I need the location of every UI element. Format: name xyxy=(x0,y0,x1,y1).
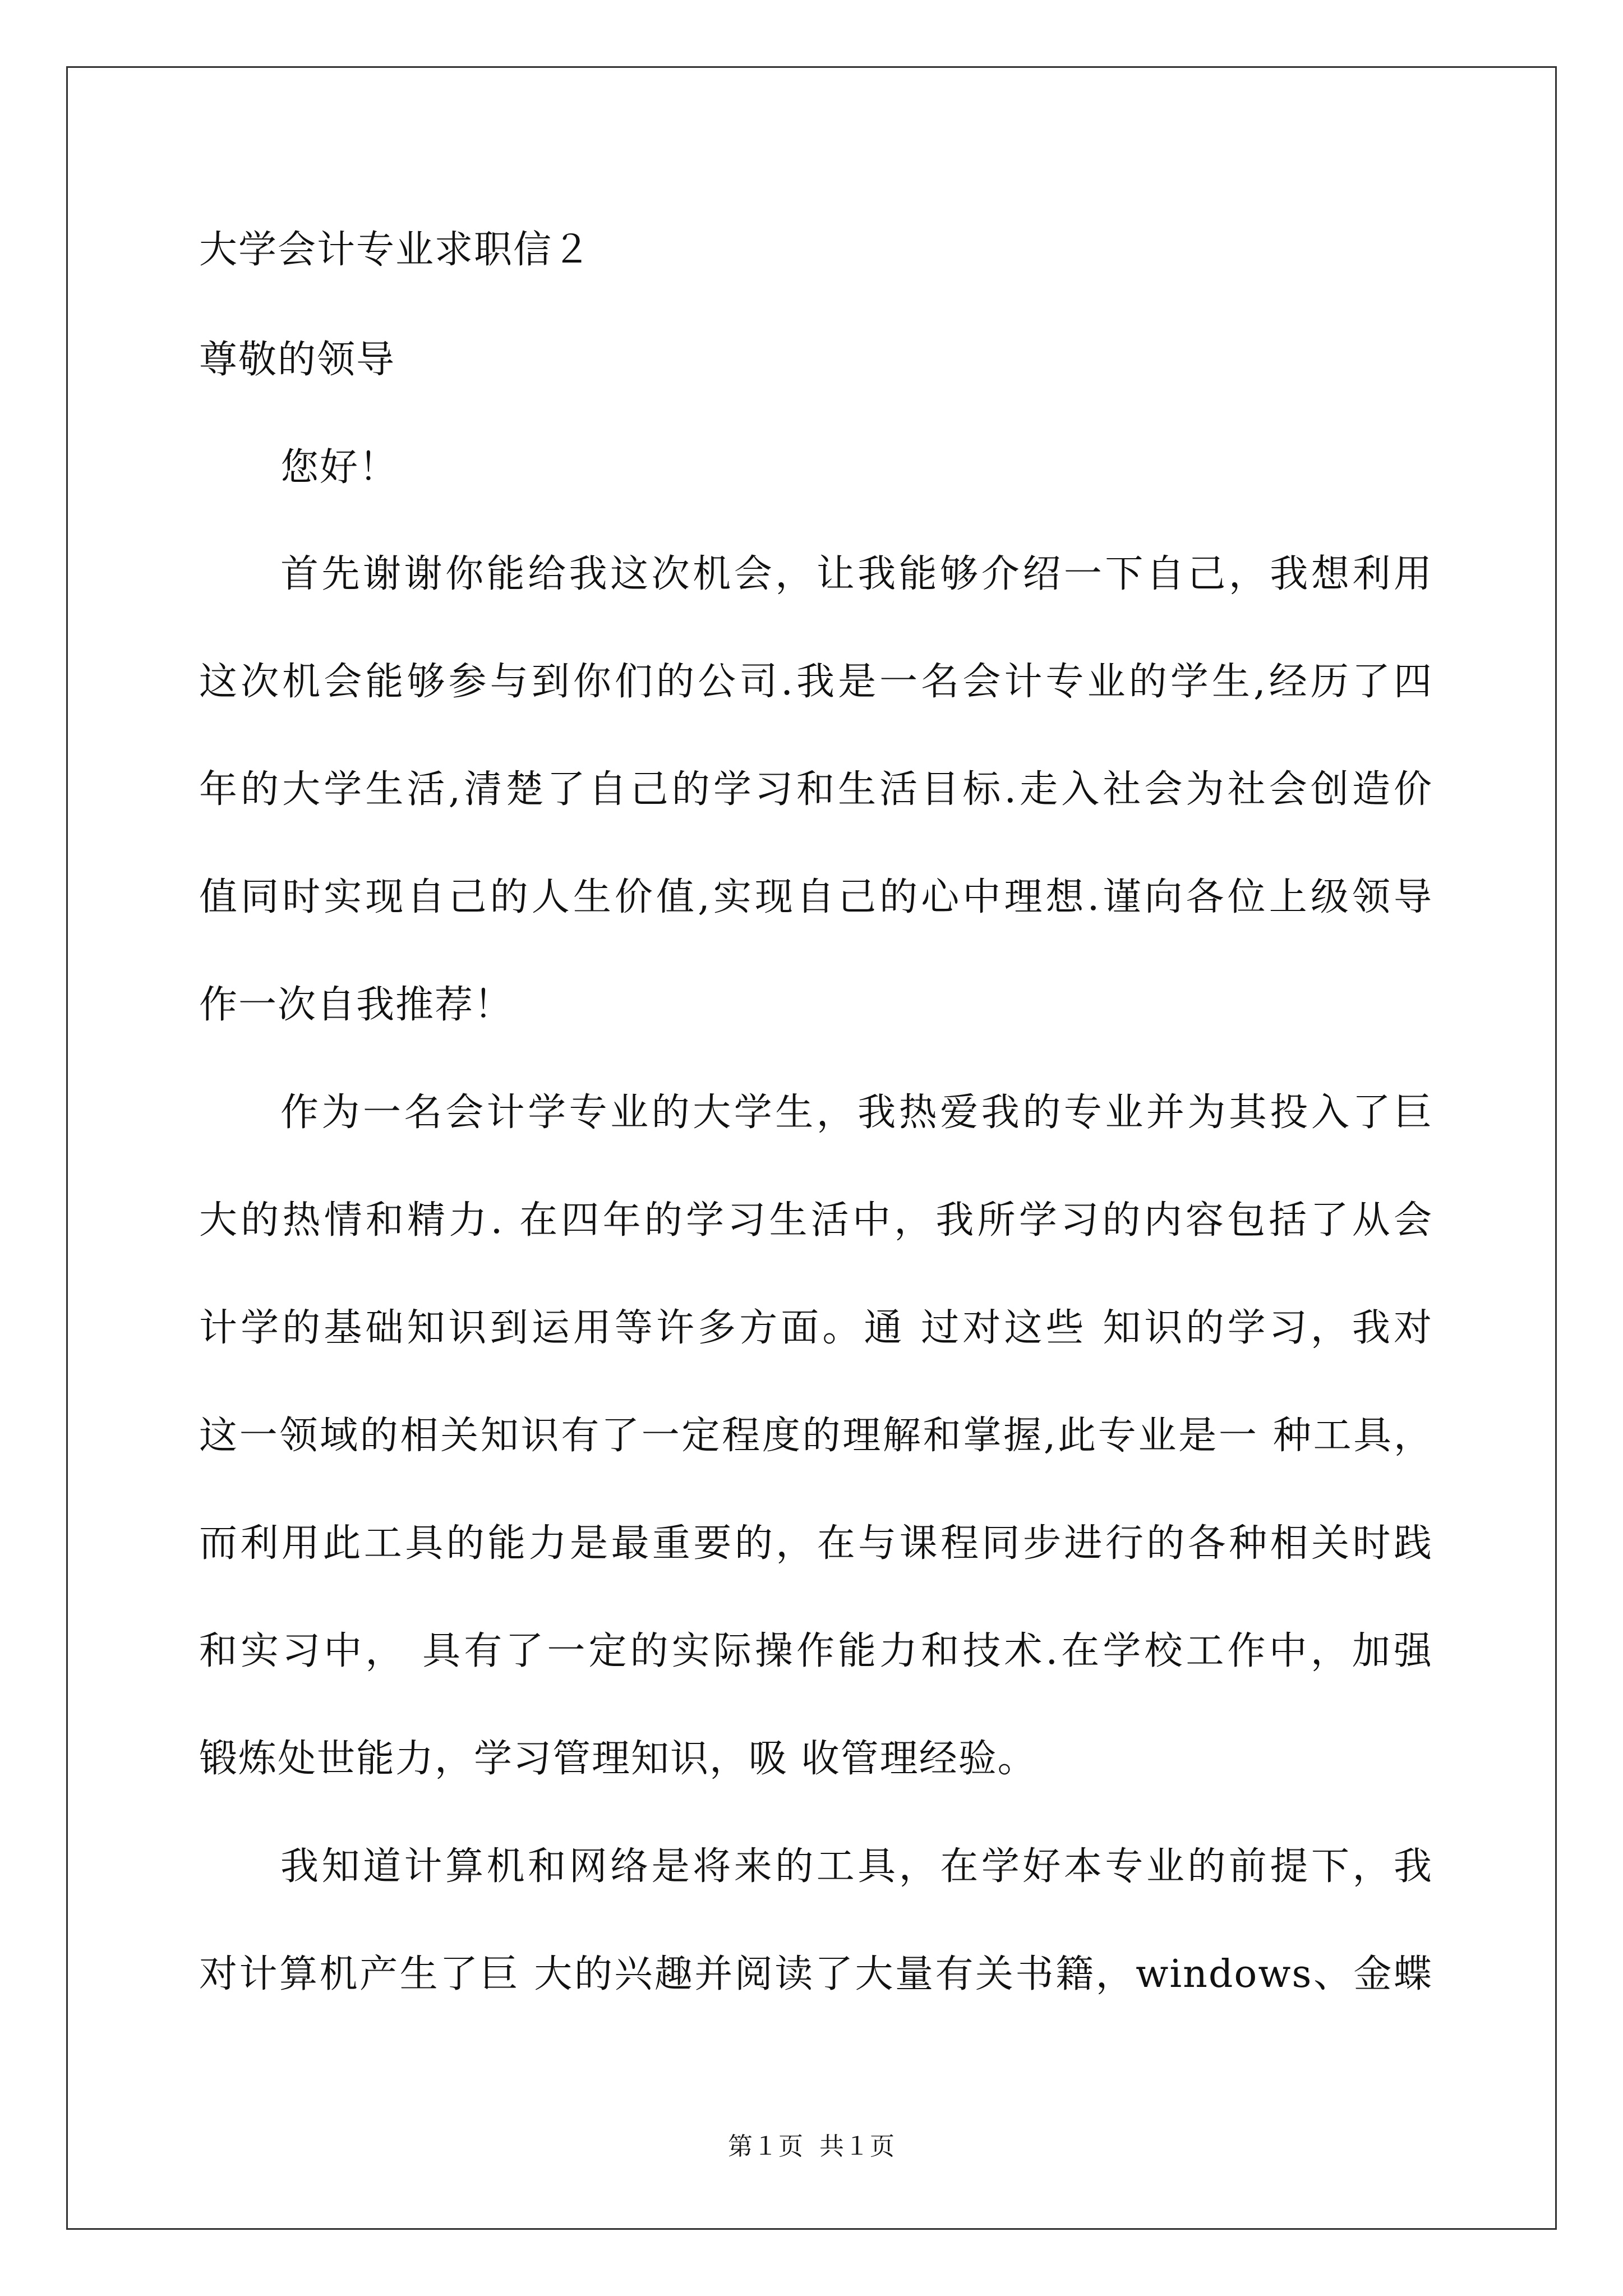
paragraph-line: 大的热情和精力. 在四年的学习生活中，我所学习的内容包括了从会 xyxy=(199,1198,1433,1243)
paragraph-line: 而利用此工具的能力是最重要的，在与课程同步进行的各种相关时践 xyxy=(199,1521,1433,1566)
paragraph-line: 对计算机产生了巨 大的兴趣并阅读了大量有关书籍，windows、金蝶 xyxy=(199,1952,1433,1996)
page-number: 第１页 xyxy=(728,2132,804,2161)
page-footer xyxy=(0,2126,1623,2162)
paragraph-line: 这次机会能够参与到你们的公司.我是一名会计专业的学生,经历了四 xyxy=(199,660,1433,704)
document-title: 大学会计专业求职信２ xyxy=(199,228,592,272)
paragraph-line: 和实习中， 具有了一定的实际操作能力和技术.在学校工作中，加强 xyxy=(199,1629,1433,1673)
paragraph-line: 作为一名会计学专业的大学生，我热爱我的专业并为其投入了巨 xyxy=(280,1091,1433,1135)
paragraph-line: 值同时实现自己的人生价值,实现自己的心中理想.谨向各位上级领导 xyxy=(199,875,1433,919)
salutation: 尊敬的领导 xyxy=(199,338,396,382)
paragraph-line: 首先谢谢你能给我这次机会，让我能够介绍一下自己，我想利用 xyxy=(280,552,1433,596)
greeting: 您好！ xyxy=(280,445,399,490)
page-total: 共１页 xyxy=(819,2132,895,2161)
paragraph-line: 计学的基础知识到运用等许多方面。通 过对这些 知识的学习，我对 xyxy=(199,1306,1433,1350)
paragraph-line: 年的大学生活,清楚了自己的学习和生活目标.走入社会为社会创造价 xyxy=(199,767,1433,812)
paragraph-line: 这一领域的相关知识有了一定程度的理解和掌握,此专业是一 种工具， xyxy=(199,1414,1433,1458)
paragraph-line: 作一次自我推荐！ xyxy=(199,983,514,1027)
paragraph-line: 锻炼处世能力，学习管理知识，吸 收管理经验。 xyxy=(199,1737,1037,1781)
paragraph-line: 我知道计算机和网络是将来的工具，在学好本专业的前提下，我 xyxy=(280,1844,1433,1889)
page-border xyxy=(66,66,1557,2230)
